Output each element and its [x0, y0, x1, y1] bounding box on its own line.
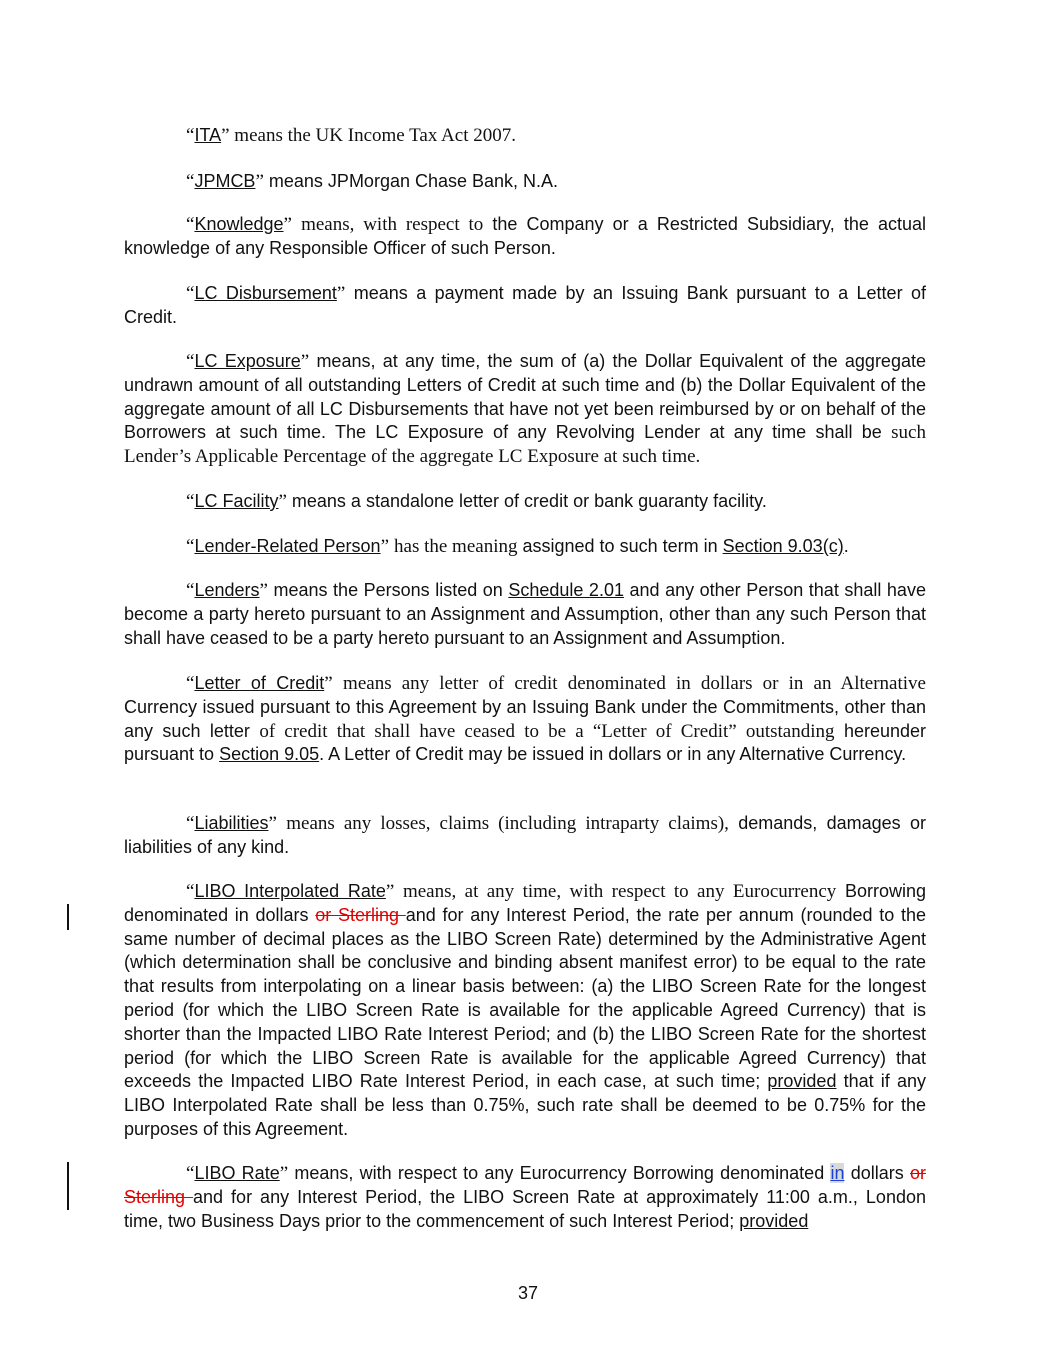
term-jpmcb: JPMCB	[194, 171, 256, 191]
term-libo-interpolated-rate: LIBO Interpolated Rate	[194, 881, 386, 901]
provided-term: provided	[767, 1071, 837, 1092]
definition-lc-exposure: “LC Exposure” means, at any time, the sum of (a) the Dollar Equivalent of the aggregate undrawn amount of all outstanding Letters of Credit at such time and (b) the Dollar Equivalent of the aggregate amount of all LC Disbursements that have not yet been reimbursed by or on behalf of the Borrowers at such time. The LC Exposure of any Revolving Lender at any time shall be such Lender’s Applicable Percentage of the aggregate LC Exposure at such time.	[124, 351, 926, 468]
section-ref-9-03c[interactable]: Section 9.03(c)	[722, 536, 844, 556]
deleted-text: or Sterling	[315, 904, 406, 925]
definition-ita: “ITA” means the UK Income Tax Act 2007.	[186, 125, 516, 146]
definition-libo-rate: “LIBO Rate” means, with respect to any Eurocurrency Borrowing denominated in dollars or Sterling and for any Interest Period, the LIBO Screen Rate at approximately 11:00 a.m., London time, two Business Days prior to the commencement of such Interest Period; provided	[124, 1163, 926, 1231]
term-lc-disbursement: LC Disbursement	[194, 283, 337, 303]
provided-term: provided	[739, 1210, 809, 1231]
term-lc-facility: LC Facility	[194, 491, 279, 511]
term-lc-exposure: LC Exposure	[194, 351, 301, 371]
deleted-text: or Sterling	[124, 1163, 926, 1207]
definition-knowledge: “Knowledge” means, with respect to the Company or a Restricted Subsidiary, the actual knowledge of any Responsible Officer of such Person.	[124, 214, 926, 258]
definition-libo-interpolated-rate: “LIBO Interpolated Rate” means, at any time, with respect to any Eurocurrency Borrowing denominated in dollars or Sterling and for any Interest Period, the rate per annum (rounded to the same number of decimal places as the LIBO Screen Rate) determined by the Administrative Agent (which determination shall be conclusive and binding absent manifest error) to be equal to the rate that results from interpolating on a linear basis between: (a) the LIBO Screen Rate for the longest period (for which the LIBO Screen Rate is available for the applicable Agreed Currency) that is shorter than the Impacted LIBO Rate Interest Period; and (b) the LIBO Screen Rate for the shortest period (for which the LIBO Screen Rate is available for the applicable Agreed Currency) that exceeds the Impacted LIBO Rate Interest Period, in each case, at such time; provided that if any LIBO Interpolated Rate shall be less than 0.75%, such rate shall be deemed to be 0.75% for the purposes of this Agreement.	[124, 881, 926, 1139]
schedule-ref-2-01[interactable]: Schedule 2.01	[508, 580, 624, 600]
inserted-text: in	[830, 1163, 845, 1183]
term-lenders: Lenders	[194, 580, 260, 600]
term-lender-related-person: Lender-Related Person	[194, 536, 381, 556]
definition-letter-of-credit: “Letter of Credit” means any letter of credit denominated in dollars or in an Alternative Currency issued pursuant to this Agreement by an Issuing Bank under the Commitments, other than any such letter of credit that shall have ceased to be a “Letter of Credit” outstanding hereunder pursuant to Section 9.05. A Letter of Credit may be issued in dollars or in any Alternative Currency.	[124, 673, 927, 765]
change-bar	[67, 904, 69, 930]
definition-lc-disbursement: “LC Disbursement” means a payment made by an Issuing Bank pursuant to a Letter of Credit.	[124, 283, 926, 327]
definition-lc-facility: “LC Facility” means a standalone letter of credit or bank guaranty facility.	[186, 491, 767, 512]
definition-jpmcb: “JPMCB” means JPMorgan Chase Bank, N.A.	[186, 171, 559, 192]
definition-lenders: “Lenders” means the Persons listed on Schedule 2.01 and any other Person that shall have become a party hereto pursuant to an Assignment and Assumption, other than any such Person that shall have ceased to be a party hereto pursuant to an Assignment and Assumption.	[124, 580, 926, 648]
definition-liabilities: “Liabilities” means any losses, claims (including intraparty claims), demands, damages or liabilities of any kind.	[124, 813, 926, 857]
page-number: 37	[517, 1283, 539, 1303]
term-libo-rate: LIBO Rate	[194, 1163, 280, 1183]
definition-lender-related-person: “Lender-Related Person” has the meaning assigned to such term in Section 9.03(c).	[186, 536, 849, 557]
change-bar	[67, 1162, 69, 1210]
term-liabilities: Liabilities	[194, 813, 269, 833]
term-knowledge: Knowledge	[194, 214, 284, 234]
term-letter-of-credit: Letter of Credit	[194, 673, 325, 693]
term-ita: ITA	[194, 125, 222, 145]
section-ref-9-05[interactable]: Section 9.05	[219, 744, 320, 765]
